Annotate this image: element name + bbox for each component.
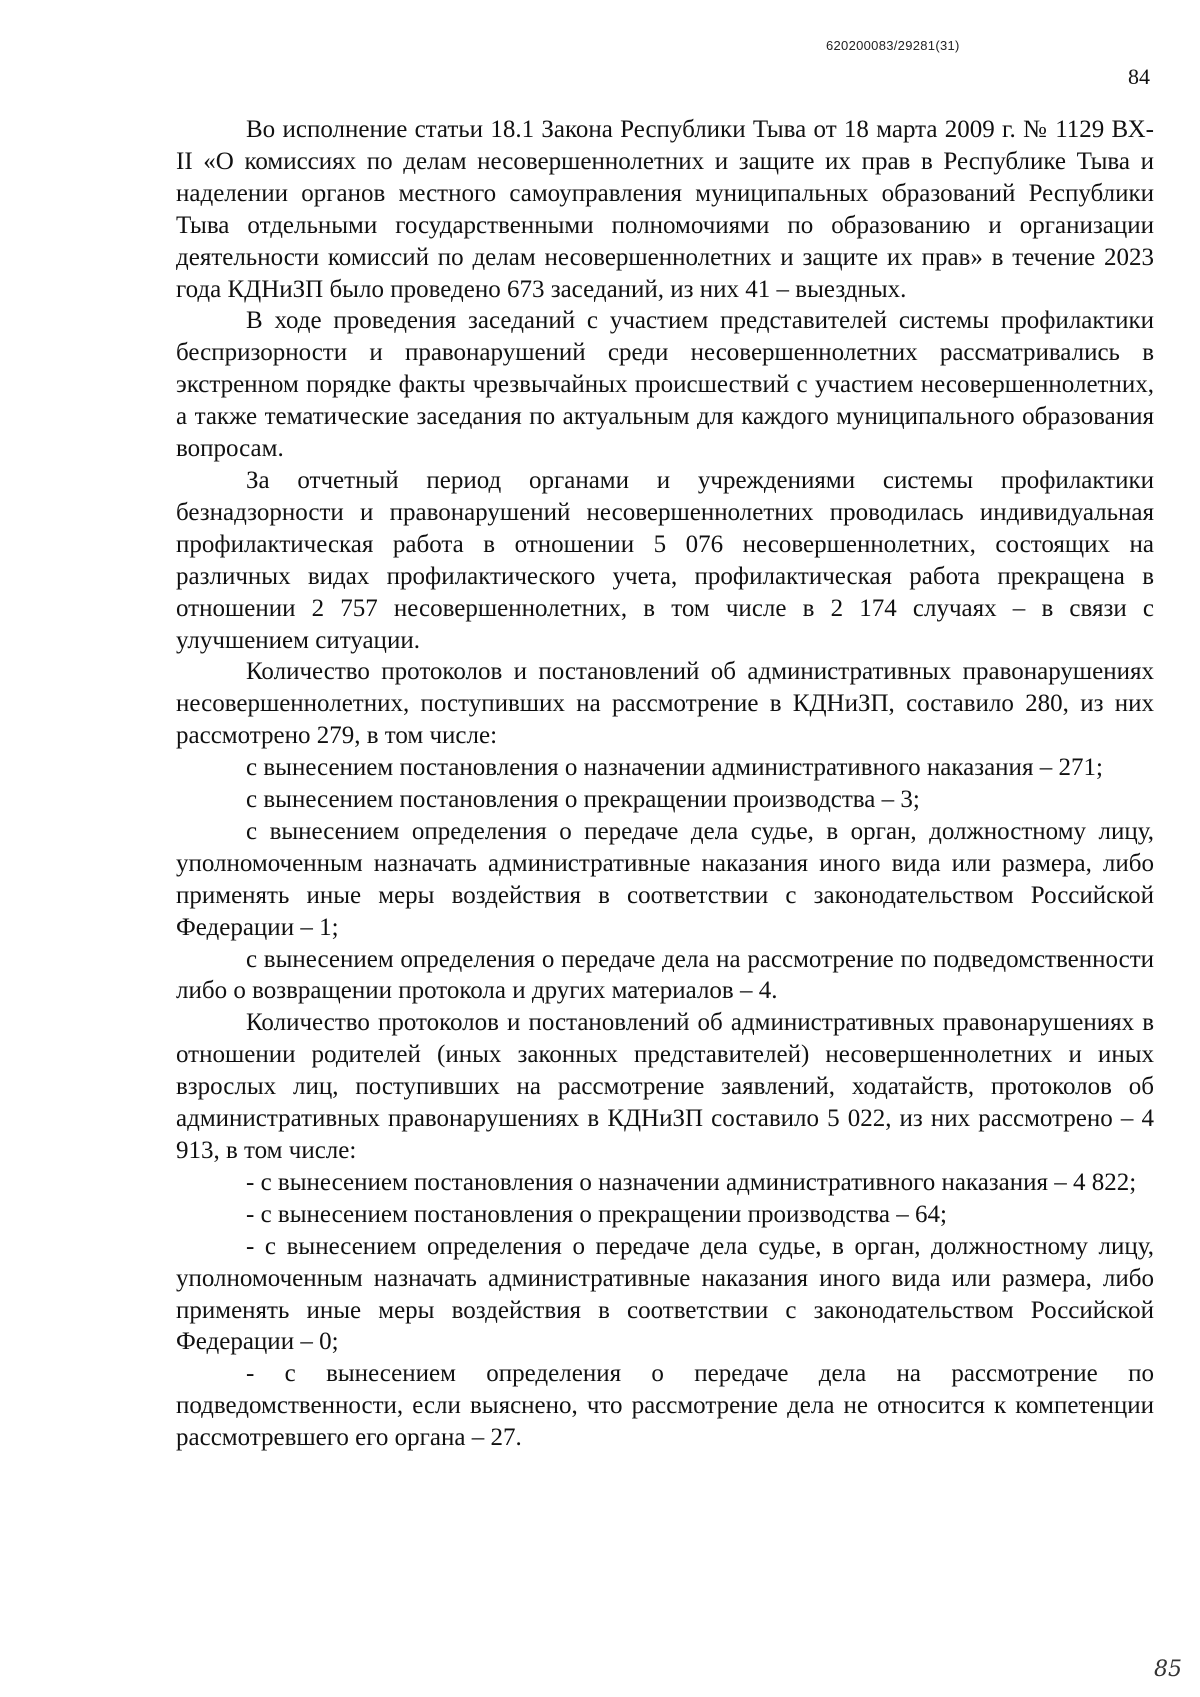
list-item: с вынесением определения о передаче дела судье, в орган, должностному лицу, уполномоченным назначать административные наказания иного вида или размера, либо применять иные меры воздействия в соответствии с законодательством Российской Федерации – 1; [176,817,1154,941]
paragraph-intro: Во исполнение статьи 18.1 Закона Республики Тыва от 18 марта 2009 г. № 1129 ВХ-II «О комиссиях по делам несовершеннолетних и защите их прав в Республике Тыва и наделении органов местного самоуправления муниципальных образований Республики Тыва отдельными государственными полномочиями по образованию и организации деятельности комиссий по делам несовершеннолетних и защите их прав» в течение 2023 года КДНиЗП было проведено 673 заседаний, из них 41 – выездных. [176,116,1154,303]
list-item: - с вынесением определения о передаче дела судье, в орган, должностному лицу, уполномоченным назначать административные наказания иного вида или размера, либо применять иные меры воздействия в соответствии с законодательством Российской Федерации – 0; [176,1232,1154,1356]
paragraph-adult-protocols: Количество протоколов и постановлений об административных правонарушениях в отношении родителей (иных законных представителей) несовершеннолетних и иных взрослых лиц, поступивших на рассмотрение заявлений, ходатайств, протоколов об административных правонарушениях в КДНиЗП составило 5 022, из них рассмотрено – 4 913, в том числе: [176,1009,1154,1164]
list-item: - с вынесением определения о передаче дела на рассмотрение по подведомственности, если выяснено, что рассмотрение дела не относится к компетенции рассмотревшего его органа – 27. [176,1360,1154,1452]
list-item: с вынесением постановления о прекращении производства – 3; [246,786,920,814]
page-number: 84 [1128,64,1150,89]
list-item: с вынесением определения о передаче дела на рассмотрение по подведомственности либо о возвращении протокола и других материалов – 4. [176,945,1154,1005]
paragraph-prevention-work: За отчетный период органами и учреждениями системы профилактики безнадзорности и правонарушений несовершеннолетних проводилась индивидуальная профилактическая работа в отношении 5 076 несовершеннолетних, состоящих на различных видах профилактического учета, профилактическая работа прекращена в отношении 2 757 несовершеннолетних, в том числе в 2 174 случаях – в связи с улучшением ситуации. [176,466,1154,654]
document-id: 620200083/29281(31) [826,38,960,53]
list-item: - с вынесением постановления о прекращении производства – 64; [246,1200,947,1228]
list-item: с вынесением постановления о назначении административного наказания – 271; [246,754,1103,782]
handwritten-page-number: 85 [1154,1657,1182,1682]
list-item: - с вынесением постановления о назначении административного наказания – 4 822; [246,1168,1137,1196]
document-body [176,114,1154,1454]
paragraph-sessions: В ходе проведения заседаний с участием представителей системы профилактики беспризорности и правонарушений среди несовершеннолетних рассматривались в экстренном порядке факты чрезвычайных происшествий с участием несовершеннолетних, а также тематические заседания по актуальным для каждого муниципального образования вопросам. [176,307,1154,463]
paragraph-minor-protocols: Количество протоколов и постановлений об административных правонарушениях несовершеннолетних, поступивших на рассмотрение в КДНиЗП, составило 280, из них рассмотрено 279, в том числе: [176,658,1154,750]
